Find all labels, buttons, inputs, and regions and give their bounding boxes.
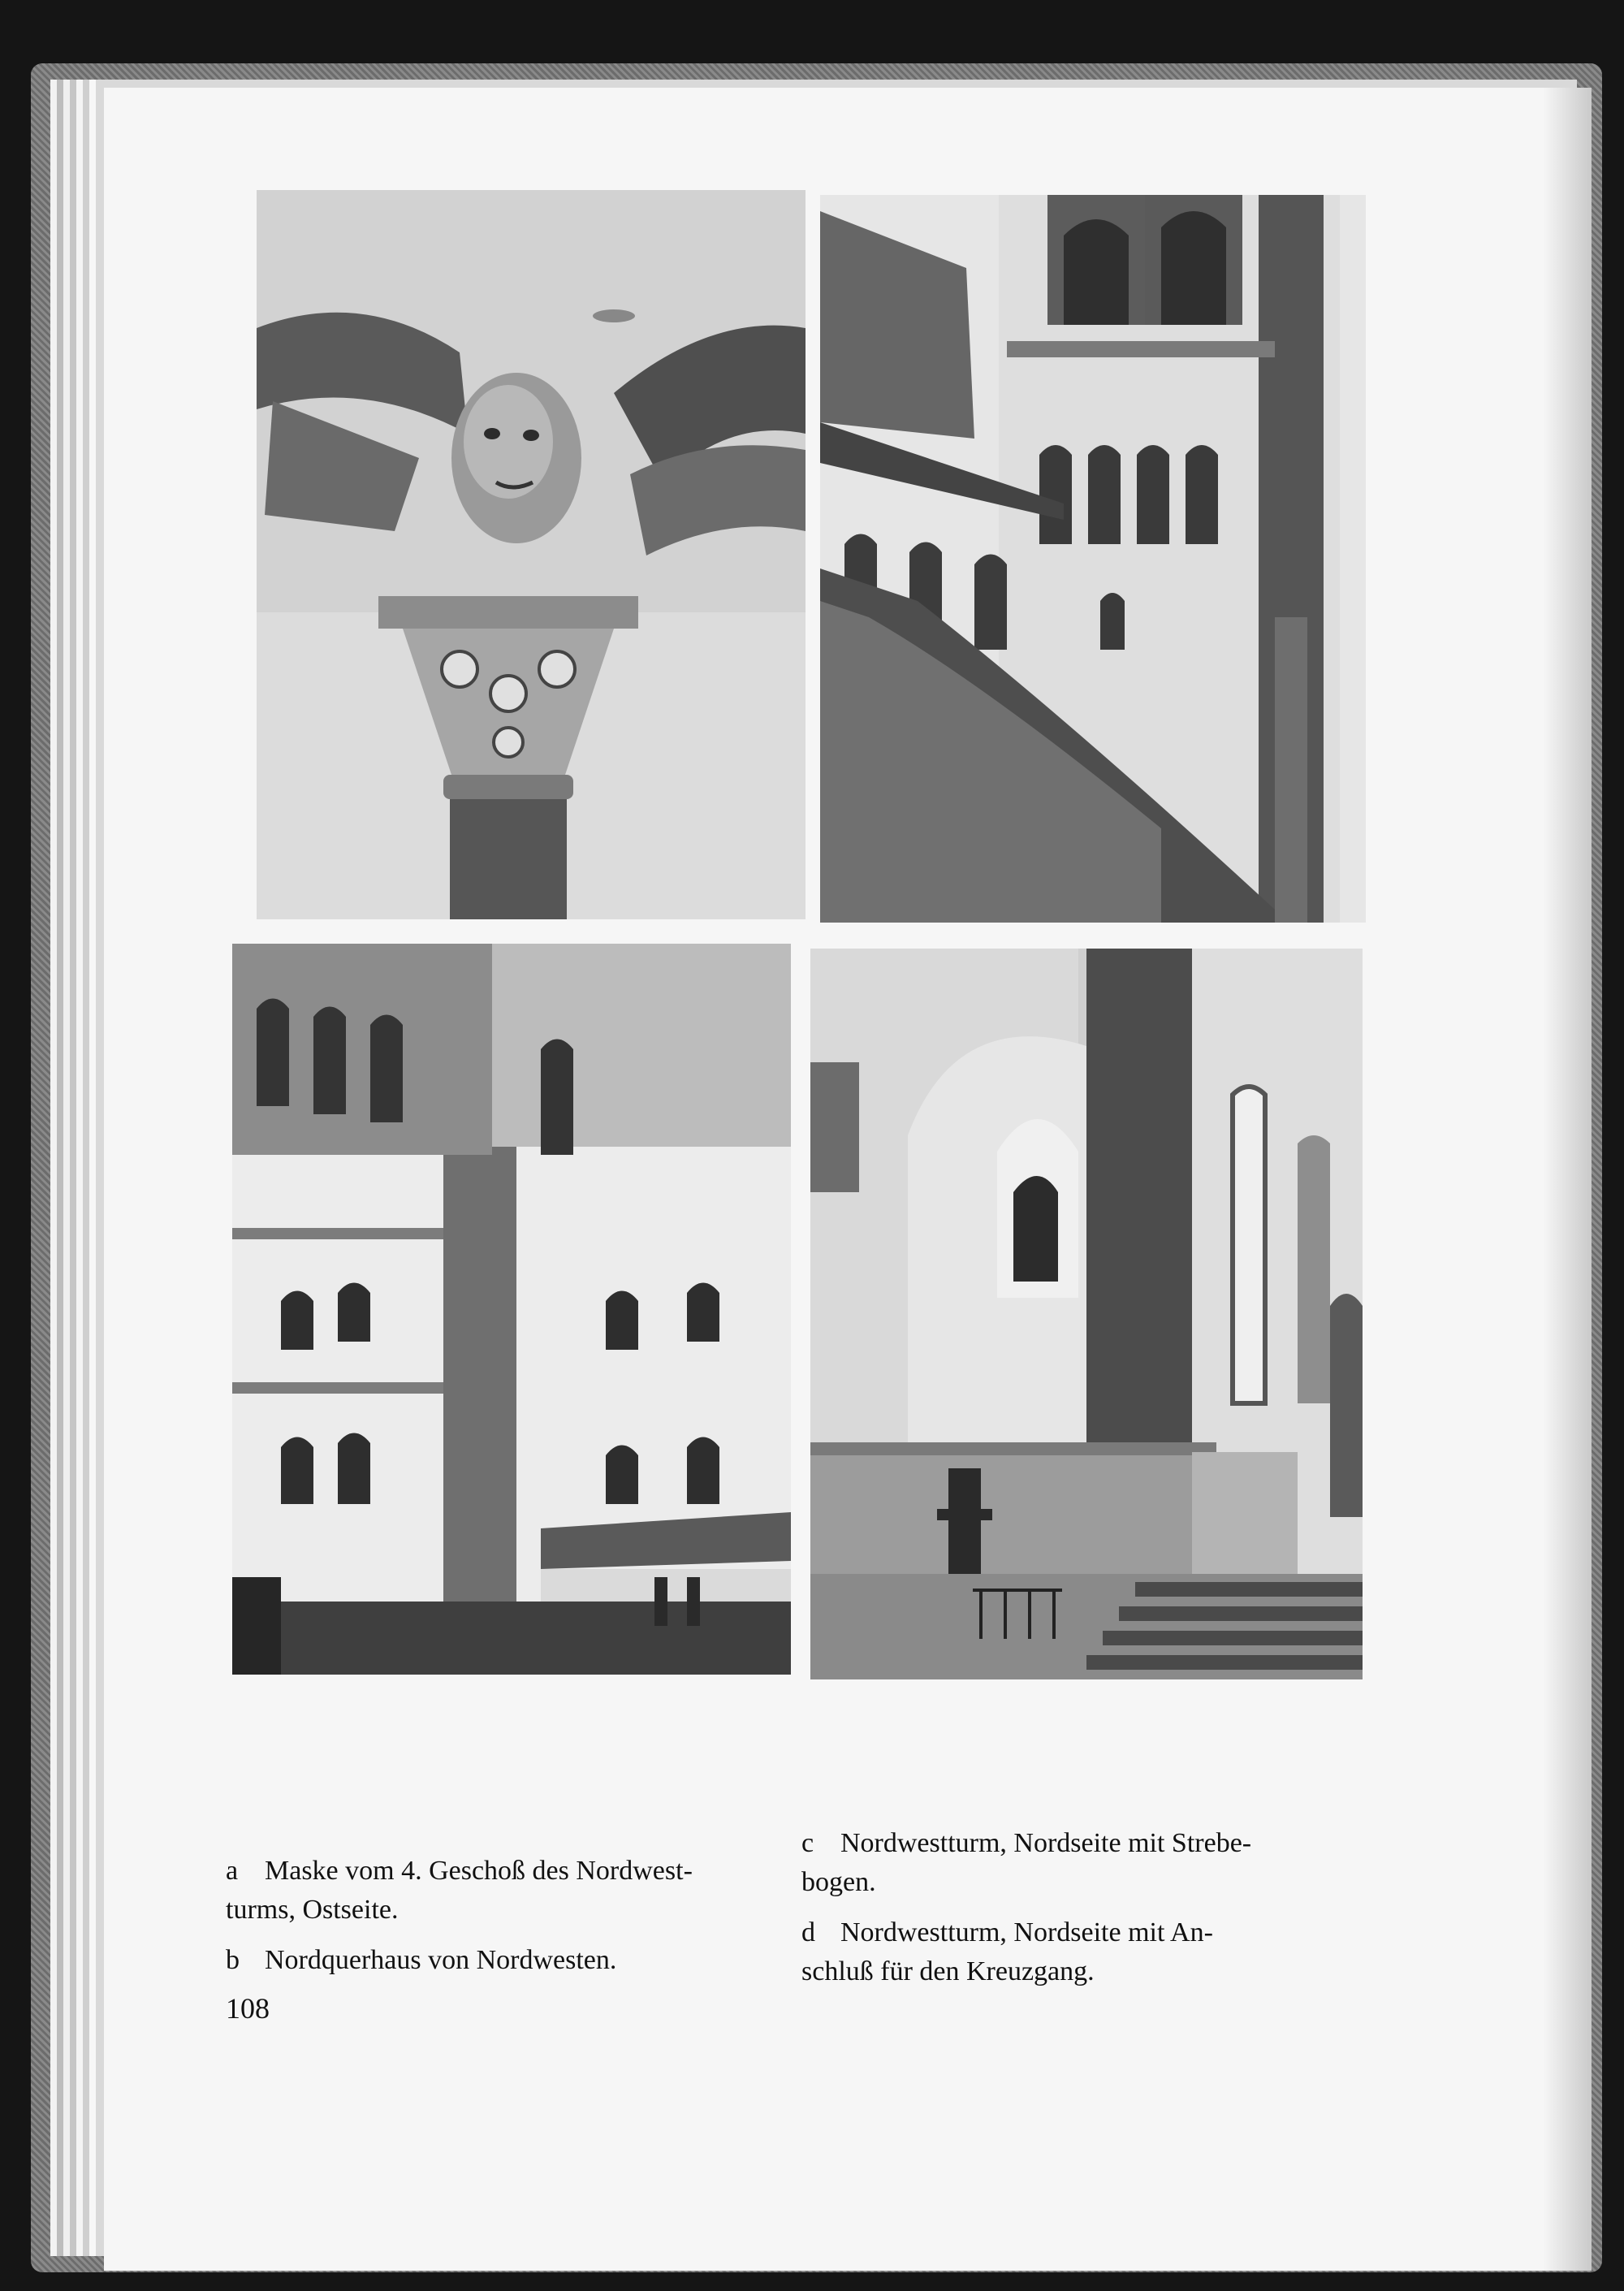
caption-d-line1: Nordwestturm, Nordseite mit An-	[840, 1917, 1213, 1947]
photo-a-mask	[257, 190, 806, 919]
photo-c-image	[820, 195, 1366, 923]
photo-a-image	[257, 190, 806, 919]
caption-d-line2: schluß für den Kreuzgang.	[801, 1956, 1095, 1986]
caption-a-line1: Maske vom 4. Geschoß des Nordwest-	[265, 1856, 693, 1886]
photo-b-image	[232, 944, 791, 1675]
caption-c	[801, 1824, 1362, 1902]
caption-a-label: a	[226, 1856, 239, 1886]
caption-c-label: c	[801, 1828, 814, 1858]
page-number: 108	[226, 1992, 270, 2025]
caption-b	[226, 1941, 773, 1980]
captions-left-column	[226, 1852, 773, 1991]
captions-right-column	[801, 1824, 1362, 2003]
photo-c-tower-buttress	[820, 195, 1366, 923]
photo-d-cloister-junction	[810, 949, 1363, 1679]
caption-b-label: b	[226, 1945, 240, 1975]
photo-b-north-transept	[232, 944, 791, 1675]
caption-c-line1: Nordwestturm, Nordseite mit Strebe-	[840, 1828, 1252, 1858]
caption-a	[226, 1852, 773, 1930]
caption-d-label: d	[801, 1917, 815, 1947]
spine-shadow	[1543, 88, 1592, 2271]
caption-b-line1: Nordquerhaus von Nordwesten.	[265, 1945, 617, 1975]
caption-a-line2: turms, Ostseite.	[226, 1895, 399, 1925]
caption-c-line2: bogen.	[801, 1867, 876, 1897]
photo-d-image	[810, 949, 1363, 1679]
caption-d	[801, 1913, 1362, 1991]
